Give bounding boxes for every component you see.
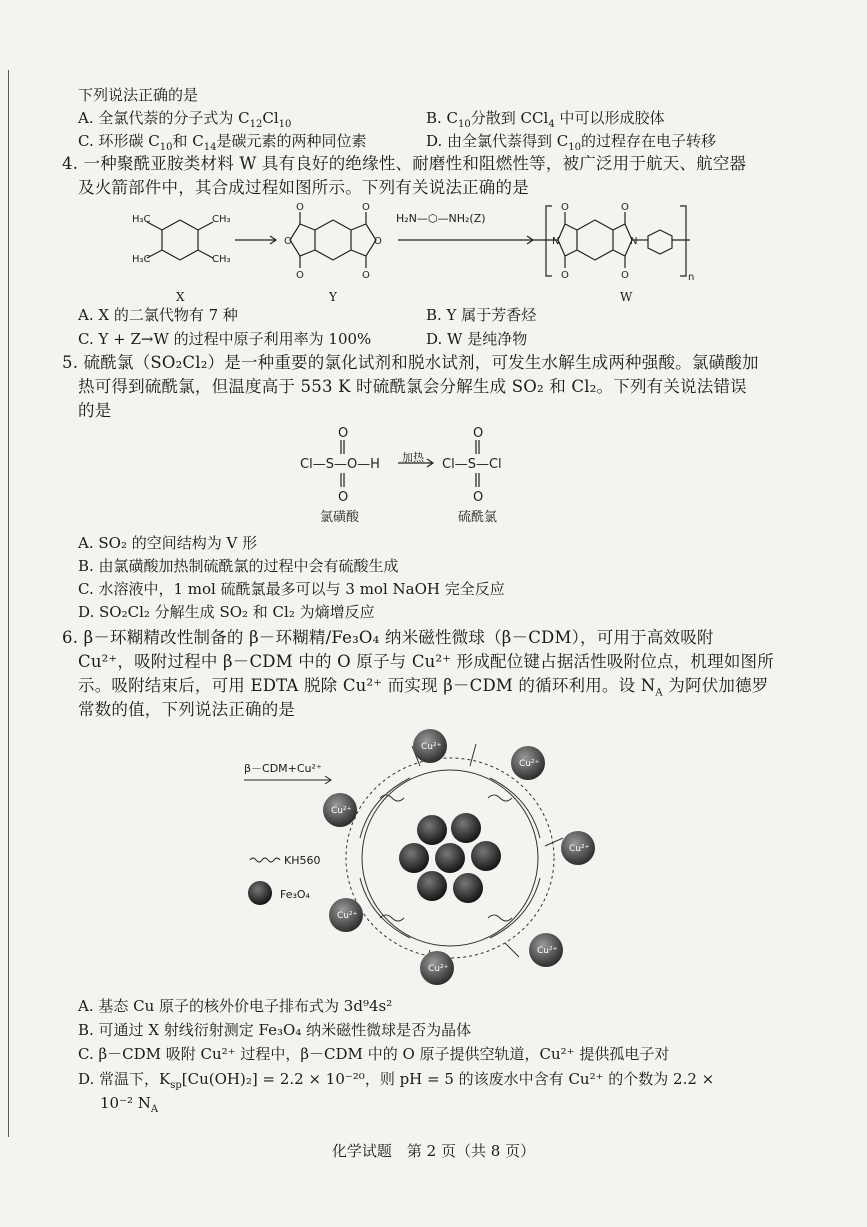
q6-stem-line4: 常数的值，下列说法正确的是 (78, 700, 296, 719)
q6-stem-line3: 示。吸附结束后，可用 EDTA 脱除 Cu²⁺ 而实现 β－CDM 的循环利用。设 $N_A$ 为阿伏加德罗 (78, 676, 769, 699)
q3-option-c: C. 环形碳 $C_{10}$和 $C_{14}$是碳元素的两种同位素 (78, 132, 367, 153)
svg-text:O: O (362, 202, 370, 213)
svg-text:O: O (621, 270, 629, 281)
q4-option-a: A. X 的二氯代物有 7 种 (78, 306, 238, 324)
svg-text:O: O (296, 202, 304, 213)
q6-stem-line2: Cu²⁺，吸附过程中 β－CDM 中的 O 原子与 Cu²⁺ 形成配位键占据活性吸附位点，机理如图所 (78, 652, 774, 671)
q4-label-w: W (620, 290, 633, 304)
svg-text:N: N (552, 236, 560, 247)
svg-text:O: O (561, 202, 569, 213)
svg-text:O: O (338, 490, 349, 505)
page-footer: 化学试题 第 2 页（共 8 页） (331, 1142, 536, 1160)
q4-stem-line1: 4. 一种聚酰亚胺类材料 W 具有良好的绝缘性、耐磨性和阻燃性等，被广泛用于航天、航空器 (62, 154, 747, 173)
q4-option-c: C. Y + Z→W 的过程中原子利用率为 100% (78, 330, 372, 348)
q5-stem-line1: 5. 硫酰氯（SO₂Cl₂）是一种重要的氯化试剂和脱水试剂，可发生水解生成两种强酸。氯磺酸加 (62, 353, 759, 372)
svg-text:N: N (630, 236, 638, 247)
q5-reaction-scheme (0, 425, 867, 525)
q4-option-b: B. Y 属于芳香烃 (426, 306, 537, 324)
svg-text:O: O (338, 426, 349, 441)
q4-stem-line2: 及火箭部件中，其合成过程如图所示。下列有关说法正确的是 (78, 178, 529, 197)
q4-label-x: X (176, 290, 185, 304)
q5-option-b: B. 由氯磺酸加热制硫酰氯的过程中会有硫酸生成 (78, 557, 399, 575)
q3-stem: 下列说法正确的是 (78, 86, 199, 104)
svg-text:Cu²⁺: Cu²⁺ (428, 964, 449, 974)
q6-option-d-line1: D. 常温下，$K_{sp}[Cu(OH)_2] = 2.2 \times 10^{-20}$，则 pH = 5 的该废水中含有 Cu²⁺ 的个数为 2.2 × (78, 1070, 715, 1091)
q5-right-name: 硫酰氯 (458, 510, 498, 525)
q6-option-b: B. 可通过 X 射线衍射测定 Fe₃O₄ 纳米磁性微球是否为晶体 (78, 1021, 472, 1039)
svg-text:O: O (621, 202, 629, 213)
q6-option-d-line2: 10⁻² $N_A$ (100, 1094, 159, 1115)
q3-option-a: A. 全氯代萘的分子式为 $C_{12}Cl_{10}$ (78, 109, 292, 130)
svg-text:H₃C: H₃C (132, 214, 151, 225)
svg-text:Cu²⁺: Cu²⁺ (331, 806, 352, 816)
q3-option-b: B. $C_{10}$分散到 CCl$_4$ 中可以形成胶体 (426, 109, 665, 130)
q6-option-a: A. 基态 Cu 原子的核外价电子排布式为 3d⁹4s² (78, 997, 393, 1015)
svg-text:Cu²⁺: Cu²⁺ (537, 946, 558, 956)
q4-label-y: Y (329, 290, 337, 304)
svg-text:Cu²⁺: Cu²⁺ (337, 911, 358, 921)
svg-text:O: O (561, 270, 569, 281)
svg-text:O: O (362, 270, 370, 281)
q6-stem-line1: 6. β－环糊精改性制备的 β－环糊精/Fe₃O₄ 纳米磁性微球（β－CDM），可用于高效吸附 (62, 628, 714, 647)
q3-option-d: D. 由全氯代萘得到 $C_{10}$的过程存在电子转移 (426, 132, 717, 153)
q5-left-name: 氯磺酸 (320, 510, 360, 525)
q6-legend-top: β－CDM+Cu²⁺ (244, 762, 322, 775)
q6-mechanism-figure (0, 718, 867, 988)
q5-stem-line3: 的是 (78, 401, 112, 420)
q6-option-c: C. β－CDM 吸附 Cu²⁺ 过程中，β－CDM 中的 O 原子提供空轨道，Cu²⁺ 提供孤电子对 (78, 1045, 670, 1063)
q6-legend-fe3o4: Fe₃O₄ (280, 888, 310, 901)
q5-heat-label: 加热 (402, 451, 424, 464)
svg-text:O: O (296, 270, 304, 281)
q4-option-d: D. W 是纯净物 (426, 330, 528, 348)
q5-option-a: A. SO₂ 的空间结构为 V 形 (78, 534, 258, 552)
svg-text:Cl—S—Cl: Cl—S—Cl (442, 457, 502, 472)
svg-text:O: O (473, 490, 484, 505)
q6-legend-kh560: KH560 (284, 854, 321, 867)
svg-text:O: O (473, 426, 484, 441)
svg-text:CH₃: CH₃ (212, 214, 231, 225)
svg-text:O: O (284, 236, 292, 247)
svg-text:O: O (374, 236, 382, 247)
svg-text:Cl—S—O—H: Cl—S—O—H (300, 457, 380, 472)
q4-reagent-z: H₂N—⬡—NH₂(Z) (396, 212, 486, 225)
q5-option-c: C. 水溶液中，1 mol 硫酰氯最多可以与 3 mol NaOH 完全反应 (78, 580, 505, 598)
svg-text:Cu²⁺: Cu²⁺ (519, 759, 540, 769)
svg-text:Cu²⁺: Cu²⁺ (421, 742, 442, 752)
q5-stem-line2: 热可得到硫酰氯，但温度高于 553 K 时硫酰氯会分解生成 SO₂ 和 Cl₂。下列有关说法错误 (78, 377, 747, 396)
svg-text:H₃C: H₃C (132, 254, 151, 265)
q5-option-d: D. SO₂Cl₂ 分解生成 SO₂ 和 Cl₂ 为熵增反应 (78, 603, 375, 621)
svg-text:n: n (688, 272, 695, 283)
svg-text:CH₃: CH₃ (212, 254, 231, 265)
svg-text:Cu²⁺: Cu²⁺ (569, 844, 590, 854)
